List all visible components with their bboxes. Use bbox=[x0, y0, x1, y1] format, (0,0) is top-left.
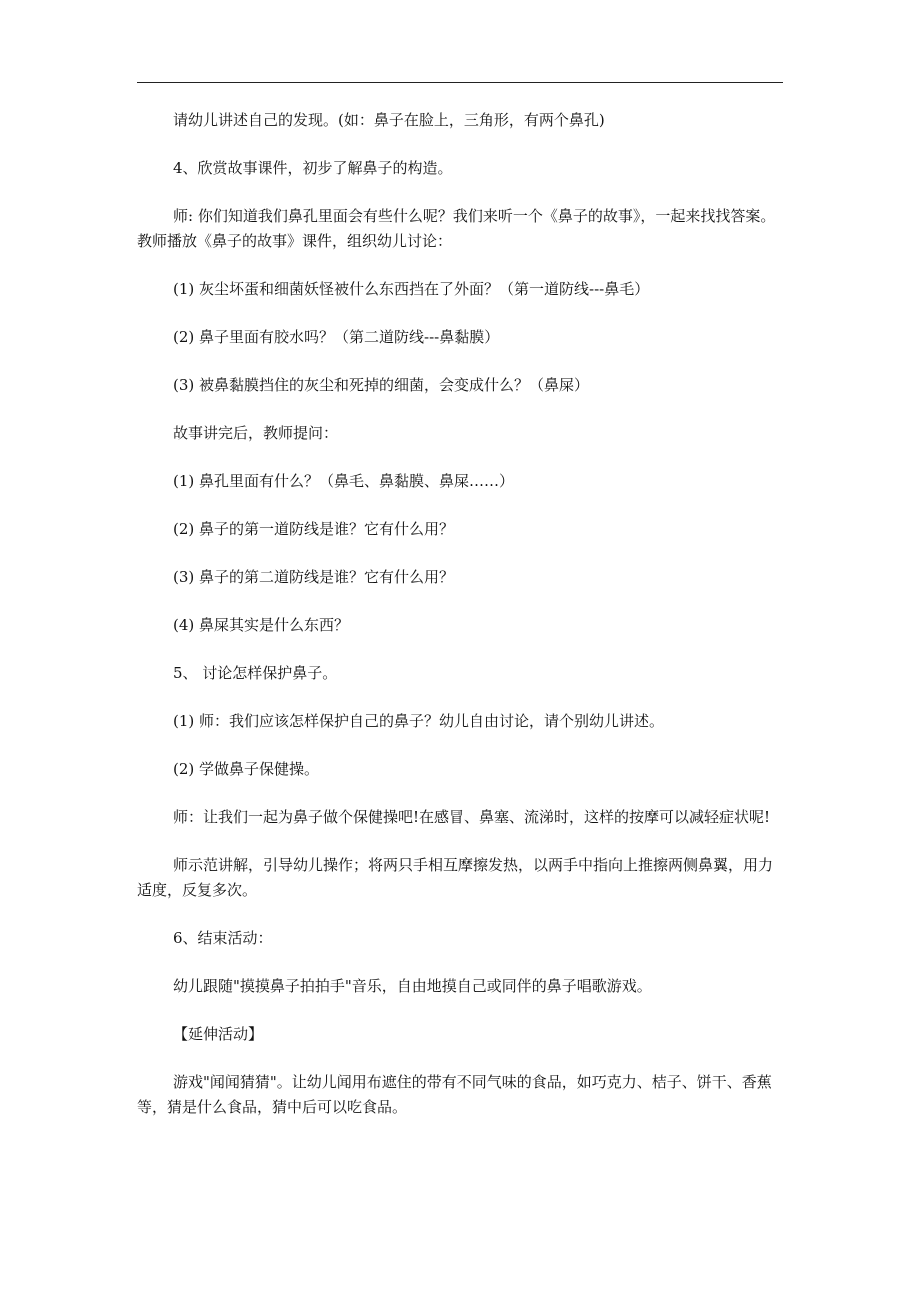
paragraph: (1) 灰尘坏蛋和细菌妖怪被什么东西挡在了外面？（第一道防线---鼻毛） bbox=[173, 280, 650, 298]
paragraph: 6、结束活动： bbox=[173, 929, 273, 947]
paragraph: 4、欣赏故事课件，初步了解鼻子的构造。 bbox=[173, 159, 453, 177]
paragraph: (3) 鼻子的第二道防线是谁？它有什么用？ bbox=[173, 568, 455, 586]
paragraph: (3) 被鼻黏膜挡住的灰尘和死掉的细菌，会变成什么？（鼻屎） bbox=[173, 376, 590, 394]
paragraph: 5、 讨论怎样保护鼻子。 bbox=[173, 664, 338, 682]
header-rule bbox=[137, 82, 783, 83]
paragraph: 【延伸活动】 bbox=[173, 1025, 264, 1043]
paragraph: (2) 鼻子里面有胶水吗？（第二道防线---鼻黏膜） bbox=[173, 328, 500, 346]
paragraph: 师：让我们一起为鼻子做个保健操吧!在感冒、鼻塞、流涕时，这样的按摩可以减轻症状呢! bbox=[173, 808, 771, 826]
paragraph: 故事讲完后，教师提问： bbox=[173, 424, 339, 442]
paragraph: (4) 鼻屎其实是什么东西？ bbox=[173, 616, 350, 634]
paragraph: (2) 鼻子的第一道防线是谁？它有什么用？ bbox=[173, 520, 455, 538]
paragraph: 幼儿跟随"摸摸鼻子拍拍手"音乐，自由地摸自己或同伴的鼻子唱歌游戏。 bbox=[173, 977, 652, 995]
paragraph: (1) 师：我们应该怎样保护自己的鼻子？幼儿自由讨论，请个别幼儿讲述。 bbox=[173, 712, 665, 730]
paragraph: (2) 学做鼻子保健操。 bbox=[173, 760, 320, 778]
paragraph: 师: 你们知道我们鼻孔里面会有些什么呢？我们来听一个《鼻子的故事》，一起来找找答案。 教师播放《鼻子的故事》课件，组织幼儿讨论： bbox=[137, 207, 776, 250]
document-body bbox=[137, 108, 783, 1143]
paragraph: (1) 鼻孔里面有什么？（鼻毛、鼻黏膜、鼻屎……） bbox=[173, 472, 515, 490]
paragraph: 游戏"闻闻猜猜"。让幼儿闻用布遮住的带有不同气味的食品，如巧克力、桔子、饼干、香蕉等，猜是什么食品，猜中后可以吃食品。 bbox=[137, 1073, 772, 1116]
paragraph: 师示范讲解，引导幼儿操作；将两只手相互摩擦发热，以两手中指向上推擦两侧鼻翼，用力适度，反复多次。 bbox=[137, 856, 774, 899]
paragraph: 请幼儿讲述自己的发现。(如：鼻子在脸上，三角形，有两个鼻孔) bbox=[173, 111, 605, 129]
